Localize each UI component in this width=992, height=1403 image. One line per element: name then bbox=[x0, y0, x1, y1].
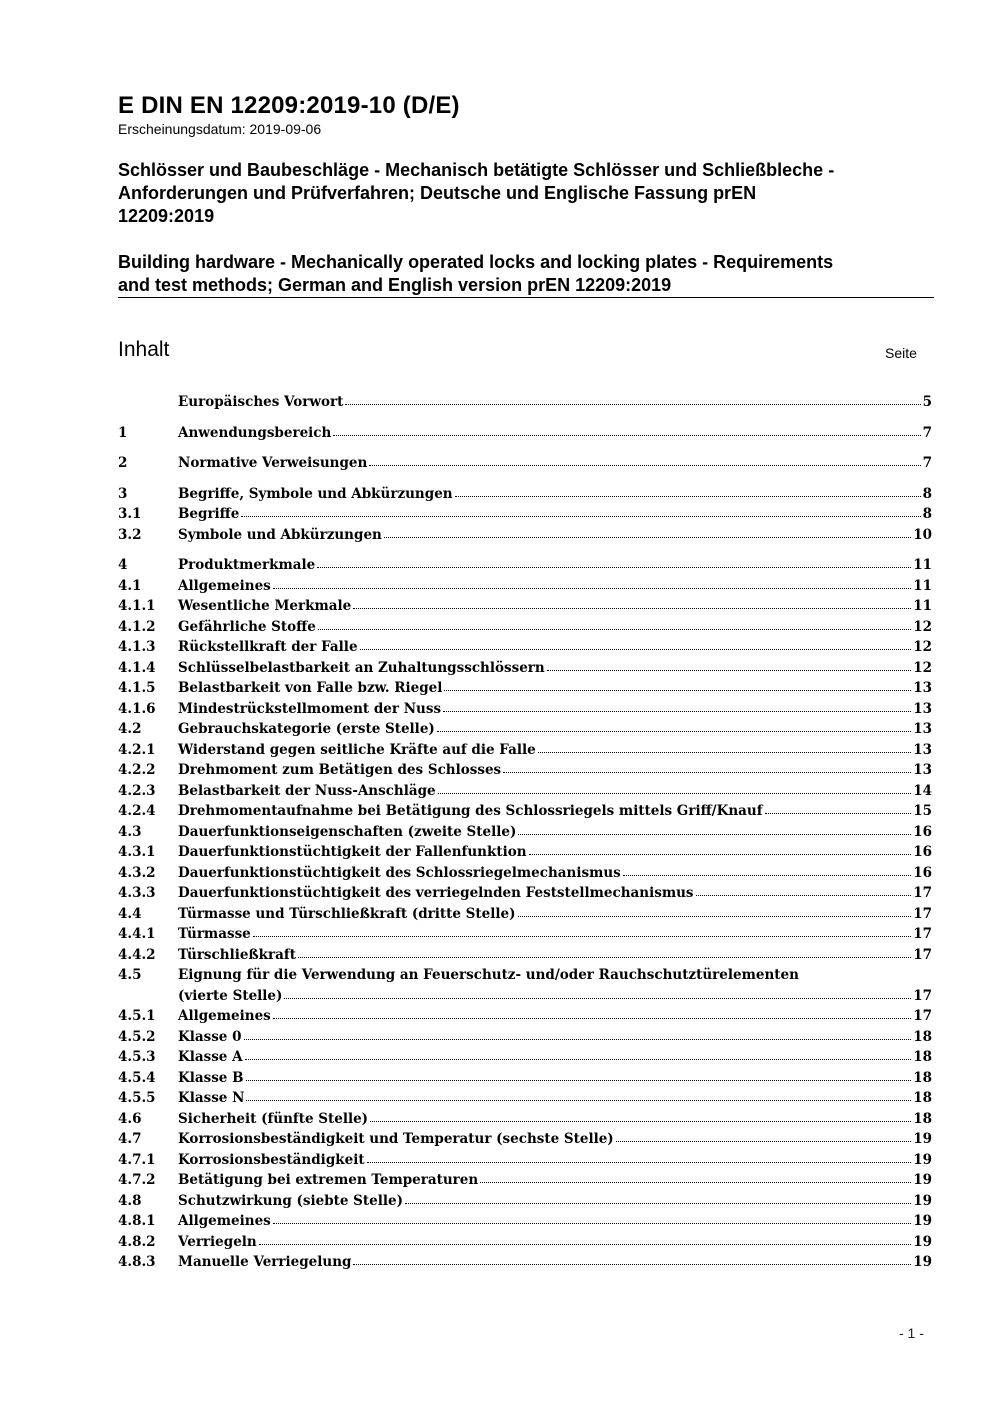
toc-leader-dots bbox=[353, 1253, 911, 1265]
toc-entry-title: Türschließkraft bbox=[178, 946, 296, 963]
toc-entry-page: 17 bbox=[913, 987, 932, 1004]
toc-entry[interactable] bbox=[118, 926, 932, 947]
toc-entry[interactable] bbox=[118, 1008, 932, 1029]
toc-leader-dots bbox=[246, 1089, 911, 1101]
title-english-line: and test methods; German and English version prEN 12209:2019 bbox=[118, 275, 672, 295]
title-german-line: Schlösser und Baubeschläge - Mechanisch betätigte Schlösser und Schließbleche - bbox=[118, 160, 835, 180]
toc-entry-title: Dauerfunktionstüchtigkeit des Schlossriegelmechanismus bbox=[178, 864, 621, 881]
toc-leader-dots bbox=[616, 1130, 912, 1142]
toc-leader-dots bbox=[284, 987, 911, 999]
toc-leader-dots bbox=[623, 864, 911, 876]
toc-entry[interactable] bbox=[118, 394, 932, 415]
toc-entry-title: Dauerfunktionstüchtigkeit des verriegelnden Feststellmechanismus bbox=[178, 885, 694, 901]
toc-entry-number: 3.1 bbox=[118, 506, 142, 522]
toc-entry-page: 17 bbox=[913, 926, 932, 942]
toc-entry-page: 11 bbox=[913, 557, 932, 573]
toc-entry[interactable] bbox=[118, 1152, 932, 1173]
toc-entry-number: 4.2.2 bbox=[118, 762, 156, 778]
toc-entry-title: Verriegeln bbox=[178, 1233, 257, 1250]
toc-leader-dots bbox=[273, 577, 911, 589]
toc-entry[interactable] bbox=[118, 1234, 932, 1255]
toc-entry-number: 4.7.1 bbox=[118, 1151, 156, 1168]
toc-entry-title: Rückstellkraft der Falle bbox=[178, 639, 358, 655]
toc-leader-dots bbox=[298, 946, 911, 958]
toc-entry-number: 4.2 bbox=[118, 721, 142, 737]
toc-entry[interactable] bbox=[118, 527, 932, 548]
toc-entry-title: Europäisches Vorwort bbox=[178, 394, 344, 410]
toc-entry-number: 4.1.4 bbox=[118, 659, 156, 676]
toc-entry[interactable] bbox=[118, 680, 932, 701]
toc-leader-dots bbox=[443, 700, 911, 712]
toc-entry-number: 4 bbox=[118, 557, 128, 573]
toc-entry[interactable] bbox=[118, 506, 932, 527]
title-german bbox=[118, 159, 928, 228]
toc-leader-dots bbox=[538, 741, 911, 753]
toc-entry[interactable] bbox=[118, 639, 932, 660]
toc-entry-number: 4.3.2 bbox=[118, 864, 156, 881]
toc-entry[interactable] bbox=[118, 803, 932, 824]
toc-entry-title: Klasse 0 bbox=[178, 1028, 242, 1045]
toc-entry-page: 17 bbox=[913, 905, 932, 922]
toc-entry[interactable] bbox=[118, 742, 932, 763]
toc-leader-dots bbox=[333, 424, 920, 436]
toc-entry-title: Wesentliche Merkmale bbox=[178, 598, 352, 614]
toc-leader-dots bbox=[273, 1212, 911, 1224]
toc-entry-page: 12 bbox=[913, 618, 932, 635]
toc-leader-dots bbox=[503, 761, 911, 773]
toc-entry[interactable] bbox=[118, 425, 932, 446]
toc-entry-page: 13 bbox=[913, 741, 932, 758]
toc-entry-number: 4.8.1 bbox=[118, 1213, 156, 1229]
toc-leader-dots bbox=[360, 638, 912, 650]
toc-entry-title: Produktmerkmale bbox=[178, 557, 316, 573]
toc-entry-page: 18 bbox=[913, 1069, 932, 1086]
toc-entry-title: Manuelle Verriegelung bbox=[178, 1254, 352, 1270]
toc-leader-dots bbox=[246, 1069, 912, 1081]
toc-entry[interactable] bbox=[118, 1070, 932, 1091]
toc-entry[interactable] bbox=[118, 1049, 932, 1070]
toc-entry-number: 4.2.3 bbox=[118, 782, 156, 799]
toc-entry-title: Türmasse und Türschließkraft (dritte Stelle) bbox=[178, 905, 516, 922]
toc-entry[interactable] bbox=[118, 844, 932, 865]
toc-entry-title: Eignung für die Verwendung an Feuerschutz- und/oder Rauchschutztürelementen bbox=[178, 967, 799, 983]
toc-entry-number: 4.3.1 bbox=[118, 844, 156, 860]
toc-entry-title: Klasse B bbox=[178, 1069, 244, 1086]
toc-entry-number: 4.1.1 bbox=[118, 598, 156, 614]
toc-leader-dots bbox=[444, 679, 911, 691]
toc-entry-page: 19 bbox=[913, 1192, 932, 1209]
toc-entry[interactable] bbox=[118, 865, 932, 886]
toc-entry-number: 4.3.3 bbox=[118, 885, 156, 901]
toc-leader-dots bbox=[259, 1233, 911, 1245]
toc-entry-number: 4.1 bbox=[118, 577, 142, 594]
toc-entry-title: Allgemeines bbox=[178, 1213, 271, 1229]
toc-entry-title: Schlüsselbelastbarkeit an Zuhaltungsschlössern bbox=[178, 659, 545, 676]
page-number: - 1 - bbox=[899, 1325, 924, 1341]
title-divider bbox=[118, 297, 934, 298]
toc-entry-page: 17 bbox=[913, 946, 932, 963]
toc-entry-page: 10 bbox=[913, 526, 932, 543]
toc-entry[interactable] bbox=[118, 1172, 932, 1193]
toc-leader-dots bbox=[547, 659, 911, 671]
title-english bbox=[118, 251, 928, 297]
toc-entry-title: Begriffe bbox=[178, 506, 240, 522]
toc-entry-page: 19 bbox=[913, 1213, 932, 1229]
toc-entry[interactable] bbox=[118, 598, 932, 619]
toc-entry-page: 16 bbox=[913, 864, 932, 881]
toc-leader-dots bbox=[455, 485, 921, 497]
toc-entry-page: 18 bbox=[913, 1110, 932, 1127]
toc-entry-number: 4.2.1 bbox=[118, 741, 156, 758]
toc-leader-dots bbox=[318, 618, 911, 630]
toc-entry-number: 4.5 bbox=[118, 967, 142, 983]
toc-entry-title: Anwendungsbereich bbox=[178, 424, 332, 441]
toc-leader-dots bbox=[438, 782, 912, 794]
toc-entry-page: 18 bbox=[913, 1049, 932, 1065]
toc-entry-page: 13 bbox=[913, 762, 932, 778]
toc-leader-dots bbox=[353, 597, 911, 609]
toc-entry[interactable] bbox=[118, 1193, 932, 1214]
toc-entry[interactable] bbox=[118, 557, 932, 578]
toc-entry-page: 19 bbox=[913, 1254, 932, 1270]
toc-entry-page: 12 bbox=[913, 659, 932, 676]
toc-entry-number: 3.2 bbox=[118, 526, 142, 543]
toc-entry-page: 8 bbox=[922, 485, 932, 502]
toc-entry-page: 11 bbox=[913, 598, 932, 614]
toc-entry-number: 4.7 bbox=[118, 1131, 142, 1147]
toc-entry-number: 4.1.5 bbox=[118, 680, 156, 696]
toc-entry-title: Mindestrückstellmoment der Nuss bbox=[178, 700, 442, 717]
toc-leader-dots bbox=[244, 1028, 912, 1040]
toc-entry-page: 19 bbox=[913, 1151, 932, 1168]
toc-leader-dots bbox=[696, 884, 912, 896]
toc-entry-page: 8 bbox=[922, 506, 932, 522]
toc-leader-dots bbox=[437, 720, 911, 732]
toc-entry-title: Widerstand gegen seitliche Kräfte auf die Falle bbox=[178, 741, 536, 758]
toc-leader-dots bbox=[367, 1151, 912, 1163]
toc-entry[interactable] bbox=[118, 619, 932, 640]
toc-entry-number: 4.8.3 bbox=[118, 1254, 156, 1270]
toc-leader-dots bbox=[518, 905, 912, 917]
toc-entry-title: Gebrauchskategorie (erste Stelle) bbox=[178, 721, 435, 737]
toc-entry[interactable] bbox=[118, 1111, 932, 1132]
toc-entry[interactable] bbox=[118, 578, 932, 599]
toc-leader-dots bbox=[253, 925, 911, 937]
toc-entry-number: 4.2.4 bbox=[118, 803, 156, 819]
toc-entry-title: Betätigung bei extremen Temperaturen bbox=[178, 1172, 479, 1188]
toc-entry-title: Belastbarkeit der Nuss-Anschläge bbox=[178, 782, 436, 799]
toc-entry-page: 7 bbox=[922, 455, 932, 471]
toc-entry-number: 4.4.2 bbox=[118, 946, 156, 963]
toc-entry[interactable] bbox=[118, 455, 932, 476]
toc-entry[interactable] bbox=[118, 947, 932, 968]
toc-leader-dots bbox=[241, 505, 920, 517]
toc-entry-title: Klasse A bbox=[178, 1049, 243, 1065]
toc-entry-number: 4.1.6 bbox=[118, 700, 156, 717]
title-english-line: Building hardware - Mechanically operated locks and locking plates - Requirements bbox=[118, 252, 834, 272]
toc-entry[interactable] bbox=[118, 1254, 932, 1275]
toc-leader-dots bbox=[765, 802, 912, 814]
table-of-contents bbox=[118, 394, 932, 1275]
toc-entry-number: 2 bbox=[118, 455, 128, 471]
toc-entry[interactable] bbox=[118, 906, 932, 927]
toc-entry-page: 17 bbox=[913, 1008, 932, 1024]
toc-entry[interactable] bbox=[118, 486, 932, 507]
toc-entry-number: 4.6 bbox=[118, 1110, 142, 1127]
toc-entry-title: Drehmomentaufnahme bei Betätigung des Schlossriegels mittels Griff/Knauf bbox=[178, 803, 763, 819]
toc-entry-title: Drehmoment zum Betätigen des Schlosses bbox=[178, 762, 502, 778]
toc-entry-number: 4.4.1 bbox=[118, 926, 156, 942]
toc-entry[interactable] bbox=[118, 660, 932, 681]
toc-entry[interactable] bbox=[118, 1213, 932, 1234]
toc-entry-number: 4.5.4 bbox=[118, 1069, 156, 1086]
toc-page-column-label: Seite bbox=[885, 345, 917, 361]
toc-leader-dots bbox=[529, 843, 912, 855]
toc-entry-number: 4.7.2 bbox=[118, 1172, 156, 1188]
toc-entry-title: Symbole und Abkürzungen bbox=[178, 526, 382, 543]
toc-leader-dots bbox=[370, 1110, 911, 1122]
toc-entry-number: 3 bbox=[118, 485, 128, 502]
title-german-line: 12209:2019 bbox=[118, 206, 215, 226]
toc-entry-number: 4.8 bbox=[118, 1192, 142, 1209]
toc-entry-page: 11 bbox=[913, 577, 932, 594]
toc-entry-title: Dauerfunktionstüchtigkeit der Fallenfunktion bbox=[178, 844, 527, 860]
toc-entry-page: 12 bbox=[913, 639, 932, 655]
toc-entry-page: 7 bbox=[922, 424, 932, 441]
toc-entry-page: 18 bbox=[913, 1090, 932, 1106]
toc-entry[interactable] bbox=[118, 885, 932, 906]
toc-leader-dots bbox=[405, 1192, 911, 1204]
toc-entry-title: Korrosionsbeständigkeit bbox=[178, 1151, 365, 1168]
toc-leader-dots bbox=[245, 1048, 912, 1060]
toc-leader-dots bbox=[384, 526, 911, 538]
toc-entry[interactable] bbox=[118, 721, 932, 742]
toc-entry-title: Normative Verweisungen bbox=[178, 455, 368, 471]
toc-entry[interactable] bbox=[118, 1090, 932, 1111]
toc-entry-page: 13 bbox=[913, 700, 932, 717]
toc-entry-title: Sicherheit (fünfte Stelle) bbox=[178, 1110, 369, 1127]
toc-entry-title: Klasse N bbox=[178, 1090, 245, 1106]
toc-entry-title: Dauerfunktionseigenschaften (zweite Stelle) bbox=[178, 823, 517, 840]
toc-entry[interactable] bbox=[118, 988, 932, 1009]
title-german-line: Anforderungen und Prüfverfahren; Deutsche und Englische Fassung prEN bbox=[118, 183, 757, 203]
toc-entry[interactable] bbox=[118, 1029, 932, 1050]
toc-entry-title: Türmasse bbox=[178, 926, 251, 942]
toc-entry[interactable] bbox=[118, 783, 932, 804]
toc-entry-page: 5 bbox=[922, 394, 932, 410]
toc-entry-page: 15 bbox=[913, 803, 932, 819]
toc-entry-number: 4.4 bbox=[118, 905, 142, 922]
toc-leader-dots bbox=[273, 1007, 911, 1019]
toc-entry-page: 18 bbox=[913, 1028, 932, 1045]
toc-entry-title: Belastbarkeit von Falle bzw. Riegel bbox=[178, 680, 443, 696]
toc-entry-title: Gefährliche Stoffe bbox=[178, 618, 316, 635]
toc-leader-dots bbox=[369, 454, 920, 466]
publication-date: Erscheinungsdatum: 2019-09-06 bbox=[118, 121, 322, 137]
toc-entry-number: 4.1.2 bbox=[118, 618, 156, 635]
toc-entry-number: 4.3 bbox=[118, 823, 142, 840]
toc-entry-page: 14 bbox=[913, 782, 932, 799]
toc-entry-page: 19 bbox=[913, 1233, 932, 1250]
toc-entry-title: Korrosionsbeständigkeit und Temperatur (sechste Stelle) bbox=[178, 1131, 614, 1147]
toc-entry-page: 19 bbox=[913, 1131, 932, 1147]
toc-entry-title: Allgemeines bbox=[178, 577, 271, 594]
toc-entry-number: 4.5.3 bbox=[118, 1049, 156, 1065]
toc-entry-page: 19 bbox=[913, 1172, 932, 1188]
toc-leader-dots bbox=[518, 823, 911, 835]
toc-entry-page: 13 bbox=[913, 680, 932, 696]
toc-entry-number: 1 bbox=[118, 424, 128, 441]
toc-entry-page: 13 bbox=[913, 721, 932, 737]
toc-entry[interactable] bbox=[118, 762, 932, 783]
toc-leader-dots bbox=[345, 393, 920, 405]
toc-heading: Inhalt bbox=[118, 338, 170, 361]
toc-entry[interactable] bbox=[118, 967, 932, 988]
toc-entry[interactable] bbox=[118, 701, 932, 722]
toc-entry[interactable] bbox=[118, 1131, 932, 1152]
toc-entry-title: Begriffe, Symbole und Abkürzungen bbox=[178, 485, 453, 502]
toc-entry[interactable] bbox=[118, 824, 932, 845]
toc-entry-number: 4.8.2 bbox=[118, 1233, 156, 1250]
toc-entry-page: 16 bbox=[913, 844, 932, 860]
toc-entry-title: (vierte Stelle) bbox=[178, 987, 283, 1004]
toc-entry-number: 4.1.3 bbox=[118, 639, 156, 655]
toc-entry-number: 4.5.1 bbox=[118, 1008, 156, 1024]
toc-entry-title: Allgemeines bbox=[178, 1008, 271, 1024]
toc-entry-number: 4.5.5 bbox=[118, 1090, 156, 1106]
document-id: E DIN EN 12209:2019-10 (D/E) bbox=[118, 92, 460, 119]
toc-entry-page: 16 bbox=[913, 823, 932, 840]
toc-leader-dots bbox=[480, 1171, 911, 1183]
toc-entry-page: 17 bbox=[913, 885, 932, 901]
toc-entry-number: 4.5.2 bbox=[118, 1028, 156, 1045]
toc-leader-dots bbox=[317, 556, 911, 568]
toc-entry-title: Schutzwirkung (siebte Stelle) bbox=[178, 1192, 403, 1209]
